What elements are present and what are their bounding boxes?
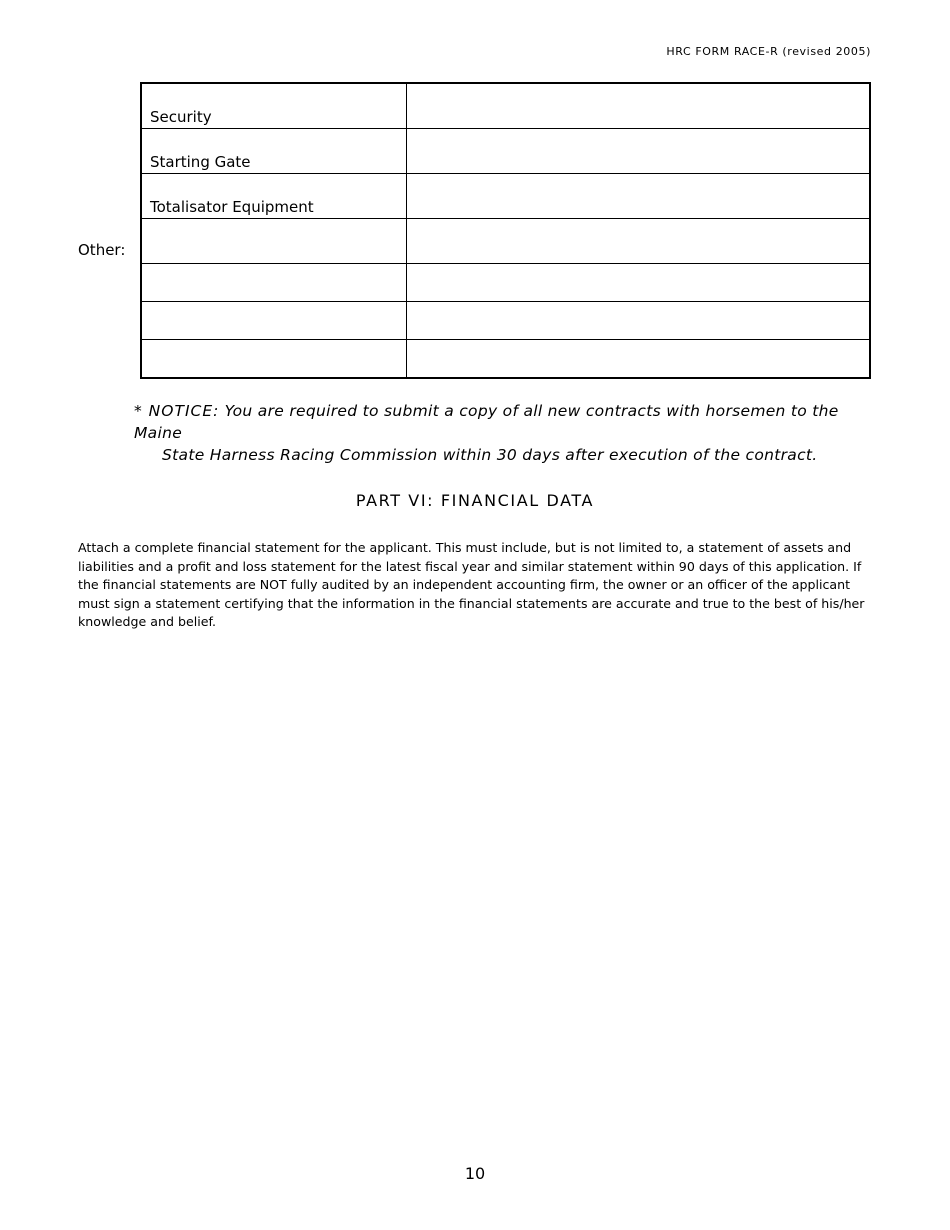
row-value-field[interactable]: [407, 263, 871, 301]
row-value-field[interactable]: [407, 173, 871, 218]
other-label: Other:: [78, 241, 126, 259]
notice-lead: * NOTICE:: [134, 402, 220, 420]
other-label-field[interactable]: [141, 301, 407, 339]
table-row: [141, 218, 870, 263]
table-row: [141, 263, 870, 301]
row-value-field[interactable]: [407, 128, 871, 173]
row-label: Starting Gate: [141, 128, 407, 173]
row-value-field[interactable]: [407, 218, 871, 263]
row-label: Totalisator Equipment: [141, 173, 407, 218]
table-row: [141, 83, 870, 128]
other-label-field[interactable]: [141, 263, 407, 301]
page-number: 10: [464, 1164, 486, 1183]
form-reference: HRC FORM RACE-R (revised 2005): [666, 45, 871, 58]
table-row: [141, 301, 870, 339]
row-value-field[interactable]: [407, 301, 871, 339]
financial-instructions: Attach a complete financial statement for the applicant. This must include, but is not limited to, a statement of assets and liabilities and a profit and loss statement for the latest fiscal year and similar statement within 90 days of this application. If the financial statements are NOT fully audited by an independent accounting firm, the owner or an officer of the applicant must sign a statement certifying that the information in the financial statements are accurate and true to the best of his/her knowledge and belief.: [78, 540, 865, 629]
row-value-field[interactable]: [407, 83, 871, 128]
row-value-field[interactable]: [407, 339, 871, 378]
notice-line-2: State Harness Racing Commission within 30 days after execution of the contract.: [162, 446, 818, 464]
table-row: [141, 128, 870, 173]
row-label: Security: [141, 83, 407, 128]
contract-notice: [134, 400, 864, 466]
table-row: [141, 339, 870, 378]
notice-line-1: You are required to submit a copy of all new contracts with horsemen to the Maine: [134, 402, 839, 442]
other-label-field[interactable]: [141, 218, 407, 263]
section-title: PART VI: FINANCIAL DATA: [355, 491, 595, 510]
table-row: [141, 173, 870, 218]
costs-table: [140, 82, 871, 379]
other-label-field[interactable]: [141, 339, 407, 378]
